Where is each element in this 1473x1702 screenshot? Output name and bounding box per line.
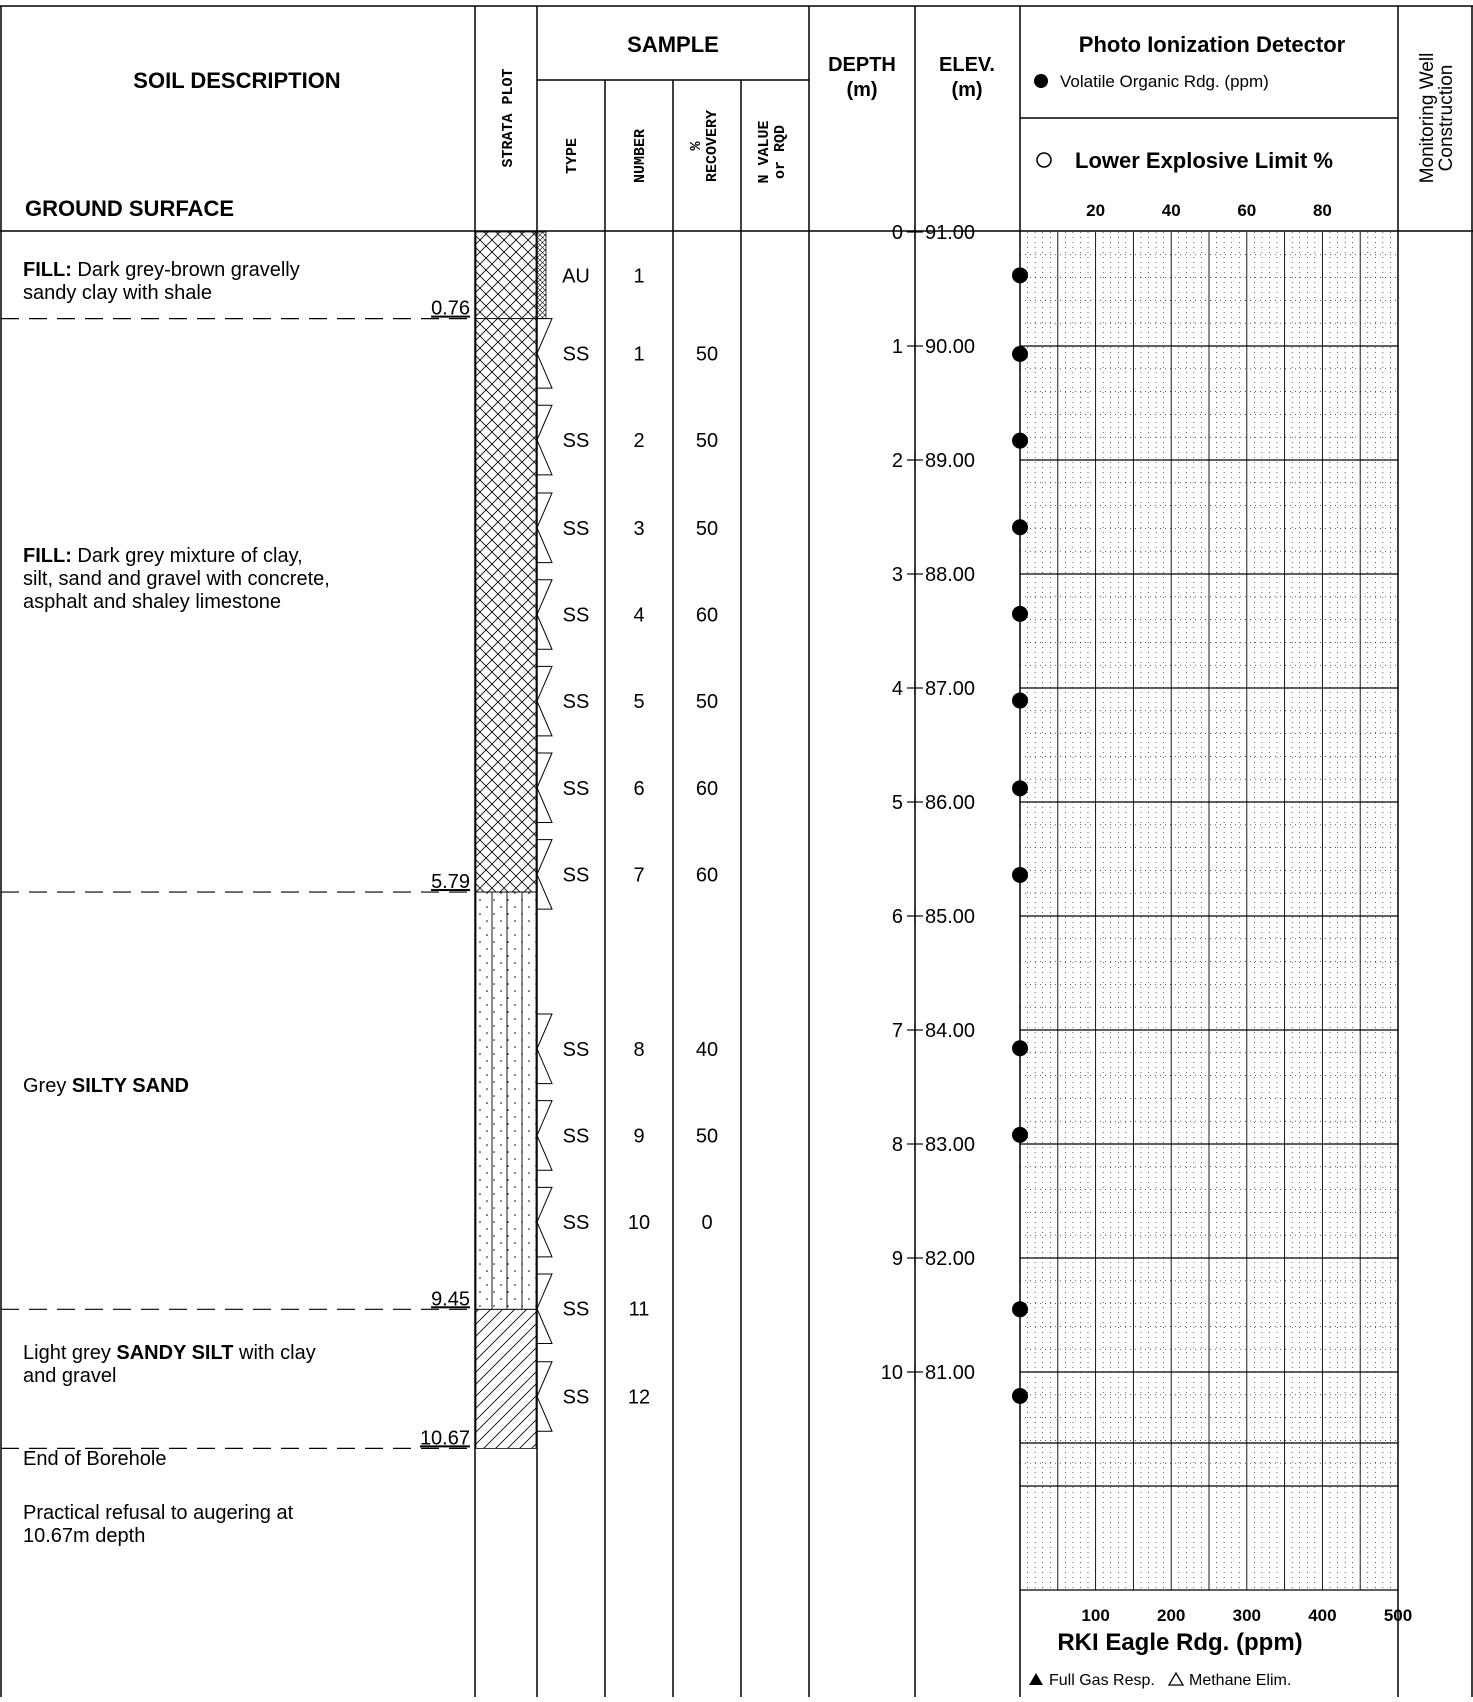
split-spoon-marker <box>537 493 552 563</box>
end-of-borehole: End of Borehole <box>23 1448 167 1470</box>
sample-number: 6 <box>633 777 645 800</box>
stratum-bottom-depth: 9.45 <box>431 1288 470 1311</box>
sample-recovery: 50 <box>695 691 719 714</box>
depth-tick-label: 5 <box>891 792 903 814</box>
refusal-note-line2: 10.67m depth <box>23 1525 146 1547</box>
pid-reading-point <box>1012 346 1028 362</box>
pid-reading-point <box>1012 1301 1028 1317</box>
full-gas-marker <box>1029 1673 1043 1685</box>
pid-chart <box>1012 232 1398 1590</box>
sample-recovery: 50 <box>695 343 719 366</box>
sample-type: AU <box>562 265 590 288</box>
rki-tick-label: 300 <box>1232 1606 1261 1625</box>
sample-number: 10 <box>627 1212 651 1235</box>
split-spoon-marker <box>537 1362 552 1432</box>
split-spoon-marker <box>537 840 552 910</box>
pid-legend-label: Volatile Organic Rdg. (ppm) <box>1060 72 1269 91</box>
split-spoon-marker <box>537 319 552 389</box>
elevation-label: 82.00 <box>925 1248 976 1270</box>
elevation-label: 84.00 <box>925 1020 976 1042</box>
sample-number: 7 <box>633 864 645 887</box>
lel-tick-label: 60 <box>1237 201 1257 220</box>
sample-recovery: 50 <box>695 1125 719 1148</box>
depth-tick-label: 1 <box>891 336 903 358</box>
pid-reading-point <box>1012 267 1028 283</box>
sample-number: 12 <box>627 1386 651 1409</box>
sample-number: 8 <box>633 1038 645 1061</box>
stratum-2-desc: FILL: Dark grey mixture of clay, <box>23 545 303 567</box>
pid-reading-point <box>1012 693 1028 709</box>
sample-number: 9 <box>633 1125 645 1148</box>
sample-type: SS <box>562 1125 590 1148</box>
lel-title: Lower Explosive Limit % <box>1075 148 1333 173</box>
recovery-header: RECOVERY <box>704 109 721 183</box>
ground-surface-label: GROUND SURFACE <box>25 196 235 221</box>
sample-header: SAMPLE <box>627 32 719 57</box>
stratum-4-desc: Light grey SANDY SILT with clay <box>23 1342 316 1364</box>
elevation-label: 86.00 <box>925 792 976 814</box>
sample-recovery: 40 <box>695 1038 719 1061</box>
pid-legend-marker <box>1034 74 1048 88</box>
elevation-label: 83.00 <box>925 1134 976 1156</box>
elevation-label: 87.00 <box>925 678 976 700</box>
strata-boundaries <box>1 298 475 1450</box>
type-header: TYPE <box>564 137 581 175</box>
auger-sample-marker <box>537 232 546 319</box>
pid-reading-point <box>1012 780 1028 796</box>
sample-recovery: 0 <box>701 1212 713 1235</box>
depth-tick-label: 9 <box>891 1248 903 1270</box>
depth-elevation-axis <box>881 222 975 1384</box>
split-spoon-marker <box>537 753 552 823</box>
sample-type: SS <box>562 691 590 714</box>
elevation-label: 89.00 <box>925 450 976 472</box>
rki-tick-label: 400 <box>1308 1606 1337 1625</box>
sample-number: 2 <box>633 430 645 453</box>
sample-type: SS <box>562 517 590 540</box>
refusal-note: Practical refusal to augering at <box>23 1502 294 1524</box>
split-spoon-marker <box>537 1101 552 1171</box>
split-spoon-marker <box>537 1274 552 1344</box>
depth-tick-label: 4 <box>891 678 903 700</box>
depth-header: DEPTH <box>828 54 896 76</box>
sample-type: SS <box>562 604 590 627</box>
split-spoon-marker <box>537 1014 552 1084</box>
recovery-pct-header: % <box>688 141 705 151</box>
strata-fill <box>476 319 536 892</box>
pid-reading-point <box>1012 867 1028 883</box>
lel-axis-ticks <box>1086 201 1332 220</box>
monitoring-well-header: Monitoring Well <box>1417 52 1438 184</box>
sample-type: SS <box>562 777 590 800</box>
stratum-3-desc: Grey SILTY SAND <box>23 1075 189 1097</box>
split-spoon-marker <box>537 1187 552 1257</box>
rki-legend <box>1029 1606 1412 1689</box>
elevation-label: 91.00 <box>925 222 976 244</box>
stratum-bottom-depth: 0.76 <box>431 297 470 320</box>
depth-tick-label: 0 <box>891 222 903 244</box>
elevation-label: 85.00 <box>925 906 976 928</box>
split-spoon-marker <box>537 666 552 736</box>
sample-recovery: 50 <box>695 517 719 540</box>
sample-recovery: 60 <box>695 604 719 627</box>
sample-number: 1 <box>633 343 645 366</box>
sample-number: 11 <box>628 1298 650 1321</box>
depth-tick-label: 2 <box>891 450 903 472</box>
strata-fill <box>476 1309 536 1448</box>
depth-tick-label: 3 <box>891 564 903 586</box>
methane-marker <box>1169 1673 1183 1685</box>
stratum-4-desc-line2: and gravel <box>23 1365 117 1387</box>
elev-header: ELEV. <box>939 54 995 76</box>
strata-plot-header: STRATA PLOT <box>500 68 517 168</box>
sample-type: SS <box>562 1298 590 1321</box>
pid-reading-point <box>1012 1127 1028 1143</box>
number-header: NUMBER <box>632 128 649 184</box>
methane-label: Methane Elim. <box>1189 1672 1292 1689</box>
sample-recovery: 60 <box>695 864 719 887</box>
sample-type: SS <box>562 1212 590 1235</box>
stratum-bottom-depth: 5.79 <box>431 871 470 894</box>
sample-recovery: 60 <box>695 777 719 800</box>
rki-axis-ticks <box>1081 1606 1412 1625</box>
full-gas-label: Full Gas Resp. <box>1049 1672 1155 1689</box>
split-spoon-marker <box>537 405 552 475</box>
pid-title: Photo Ionization Detector <box>1078 32 1346 57</box>
lel-tick-label: 40 <box>1161 201 1181 220</box>
sample-number: 3 <box>633 517 645 540</box>
elevation-label: 88.00 <box>925 564 976 586</box>
rqd-header: or RQD <box>772 124 789 180</box>
soil-descriptions <box>23 259 330 1547</box>
depth-tick-label: 7 <box>891 1020 903 1042</box>
lel-legend-marker <box>1037 153 1051 167</box>
sample-type: SS <box>562 430 590 453</box>
sample-type: SS <box>562 1038 590 1061</box>
strata-plot-column <box>476 232 536 1448</box>
stratum-1-desc: FILL: Dark grey-brown gravelly <box>23 259 300 281</box>
pid-reading-point <box>1012 1388 1028 1404</box>
sample-number: 4 <box>633 604 645 627</box>
strata-fill <box>476 232 536 319</box>
depth-unit: (m) <box>846 79 878 101</box>
stratum-bottom-depth: 10.67 <box>419 1427 470 1450</box>
lel-tick-label: 20 <box>1086 201 1106 220</box>
split-spoon-marker <box>537 580 552 650</box>
depth-tick-label: 8 <box>891 1134 903 1156</box>
sample-number: 5 <box>633 691 645 714</box>
elevation-label: 81.00 <box>925 1362 976 1384</box>
rki-axis-title: RKI Eagle Rdg. (ppm) <box>1057 1629 1303 1656</box>
rki-tick-label: 500 <box>1383 1606 1413 1625</box>
strata-fill <box>476 892 536 1309</box>
pid-reading-point <box>1012 519 1028 535</box>
soil-description-header: SOIL DESCRIPTION <box>133 68 341 93</box>
pid-reading-point <box>1012 433 1028 449</box>
n-value-header: N VALUE <box>756 120 773 184</box>
depth-tick-label: 10 <box>880 1362 903 1384</box>
sample-type: SS <box>562 864 590 887</box>
rki-tick-label: 200 <box>1157 1606 1186 1625</box>
stratum-1-desc-line2: sandy clay with shale <box>23 282 212 304</box>
rki-tick-label: 100 <box>1081 1606 1110 1625</box>
elev-unit: (m) <box>951 79 983 101</box>
lel-tick-label: 80 <box>1312 201 1332 220</box>
elevation-label: 90.00 <box>925 336 976 358</box>
construction-header: Construction <box>1436 64 1457 172</box>
depth-tick-label: 6 <box>891 906 903 928</box>
sample-type: SS <box>562 1386 590 1409</box>
pid-reading-point <box>1012 1040 1028 1056</box>
sample-rows <box>537 232 718 1431</box>
sample-type: SS <box>562 343 590 366</box>
sample-recovery: 50 <box>695 430 719 453</box>
pid-reading-point <box>1012 606 1028 622</box>
stratum-2-desc-line3: asphalt and shaley limestone <box>23 591 281 613</box>
sample-number: 1 <box>633 265 645 288</box>
stratum-2-desc-line2: silt, sand and gravel with concrete, <box>23 568 330 590</box>
